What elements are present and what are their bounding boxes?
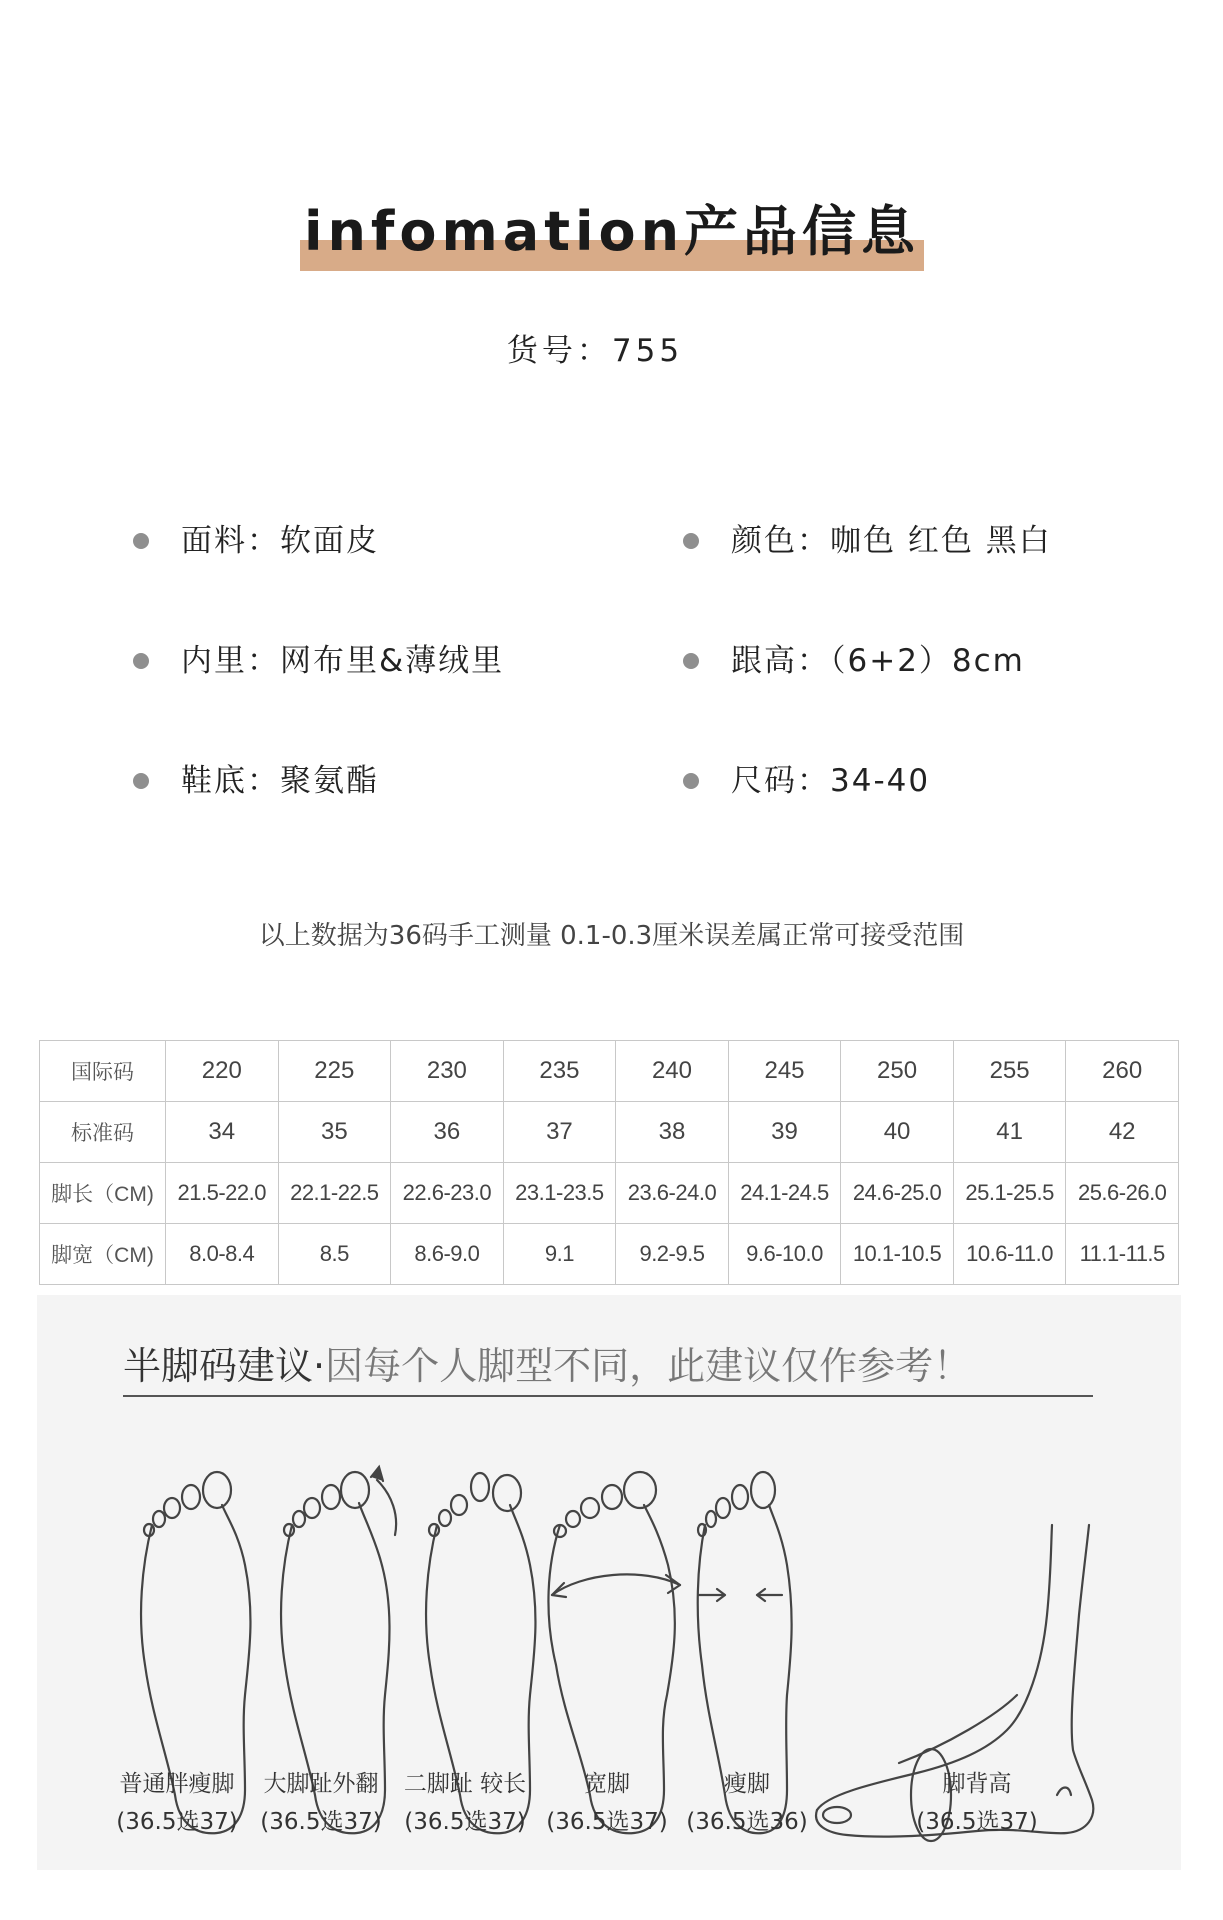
table-cell: 220 [166, 1041, 279, 1102]
table-cell: 35 [278, 1102, 391, 1163]
table-cell: 41 [953, 1102, 1066, 1163]
table-cell: 42 [1066, 1102, 1179, 1163]
bullet-icon [683, 653, 699, 669]
table-cell: 22.6-23.0 [391, 1163, 504, 1224]
attr-lining-label: 内里：网布里&薄绒里 [181, 643, 505, 679]
table-cell: 36 [391, 1102, 504, 1163]
table-cell: 38 [616, 1102, 729, 1163]
row-header: 国际码 [40, 1041, 166, 1102]
attr-sole [133, 755, 379, 800]
section-title [300, 200, 924, 280]
table-cell: 240 [616, 1041, 729, 1102]
foot-advice-wide: (36.5选37) [546, 1809, 668, 1835]
table-cell: 255 [953, 1041, 1066, 1102]
table-cell: 9.2-9.5 [616, 1224, 729, 1285]
table-cell: 245 [728, 1041, 841, 1102]
table-cell: 25.6-26.0 [1066, 1163, 1179, 1224]
table-cell: 10.1-10.5 [841, 1224, 954, 1285]
table-row [40, 1041, 1179, 1102]
attr-heel-label: 跟高：（6+2）8cm [731, 643, 1025, 679]
table-cell: 25.1-25.5 [953, 1163, 1066, 1224]
table-cell: 10.6-11.0 [953, 1224, 1066, 1285]
attr-size-label: 尺码：34-40 [731, 763, 931, 799]
foot-advice-high-instep: (36.5选37) [916, 1809, 1038, 1835]
table-cell: 40 [841, 1102, 954, 1163]
row-header: 脚宽（CM) [40, 1224, 166, 1285]
table-cell: 23.6-24.0 [616, 1163, 729, 1224]
table-cell: 230 [391, 1041, 504, 1102]
table-cell: 21.5-22.0 [166, 1163, 279, 1224]
row-header: 脚长（CM) [40, 1163, 166, 1224]
table-row [40, 1224, 1179, 1285]
table-cell: 9.6-10.0 [728, 1224, 841, 1285]
foot-advice-bunion: (36.5选37) [260, 1809, 382, 1835]
foot-advice-slim: (36.5选36) [686, 1809, 808, 1835]
attr-fabric [133, 515, 379, 560]
foot-guide [37, 1295, 1181, 1870]
table-cell: 260 [1066, 1041, 1179, 1102]
item-number: 货号：755 [506, 333, 684, 369]
foot-advice-normal: (36.5选37) [116, 1809, 238, 1835]
table-row [40, 1102, 1179, 1163]
guide-title-sub: 因每个人脚型不同，此建议仅作参考！ [325, 1344, 972, 1388]
table-cell: 250 [841, 1041, 954, 1102]
table-cell: 23.1-23.5 [503, 1163, 616, 1224]
attr-fabric-label: 面料：软面皮 [181, 523, 379, 559]
table-cell: 9.1 [503, 1224, 616, 1285]
table-row [40, 1163, 1179, 1224]
foot-name-normal: 普通胖瘦脚 [119, 1771, 235, 1797]
size-table [39, 1040, 1179, 1285]
foot-name-wide: 宽脚 [584, 1771, 630, 1797]
table-cell: 24.1-24.5 [728, 1163, 841, 1224]
foot-name-long-toe: 二脚趾 较长 [403, 1771, 527, 1797]
foot-name-bunion: 大脚趾外翻 [263, 1771, 379, 1797]
foot-name-high-instep: 脚背高 [942, 1771, 1012, 1797]
table-cell: 8.5 [278, 1224, 391, 1285]
bullet-icon [683, 533, 699, 549]
attr-size [683, 755, 930, 800]
attr-sole-label: 鞋底：聚氨酯 [181, 763, 379, 799]
foot-name-slim: 瘦脚 [724, 1771, 770, 1797]
table-cell: 24.6-25.0 [841, 1163, 954, 1224]
bullet-icon [683, 773, 699, 789]
attr-lining [133, 635, 504, 680]
attr-color-label: 颜色：咖色 红色 黑白 [731, 523, 1052, 559]
measurement-note: 以上数据为36码手工测量 0.1-0.3厘米误差属正常可接受范围 [258, 921, 965, 951]
table-cell: 34 [166, 1102, 279, 1163]
table-cell: 225 [278, 1041, 391, 1102]
table-cell: 22.1-22.5 [278, 1163, 391, 1224]
bullet-icon [133, 533, 149, 549]
table-cell: 8.0-8.4 [166, 1224, 279, 1285]
row-header: 标准码 [40, 1102, 166, 1163]
foot-advice-long-toe: (36.5选37) [404, 1809, 526, 1835]
table-cell: 8.6-9.0 [391, 1224, 504, 1285]
bullet-icon [133, 773, 149, 789]
attr-heel [683, 635, 1025, 680]
attr-color [683, 515, 1052, 560]
table-cell: 37 [503, 1102, 616, 1163]
table-cell: 39 [728, 1102, 841, 1163]
table-cell: 11.1-11.5 [1066, 1224, 1179, 1285]
bullet-icon [133, 653, 149, 669]
guide-title-main: 半脚码建议· [123, 1344, 326, 1388]
title-text: infomation产品信息 [303, 200, 921, 263]
table-cell: 235 [503, 1041, 616, 1102]
